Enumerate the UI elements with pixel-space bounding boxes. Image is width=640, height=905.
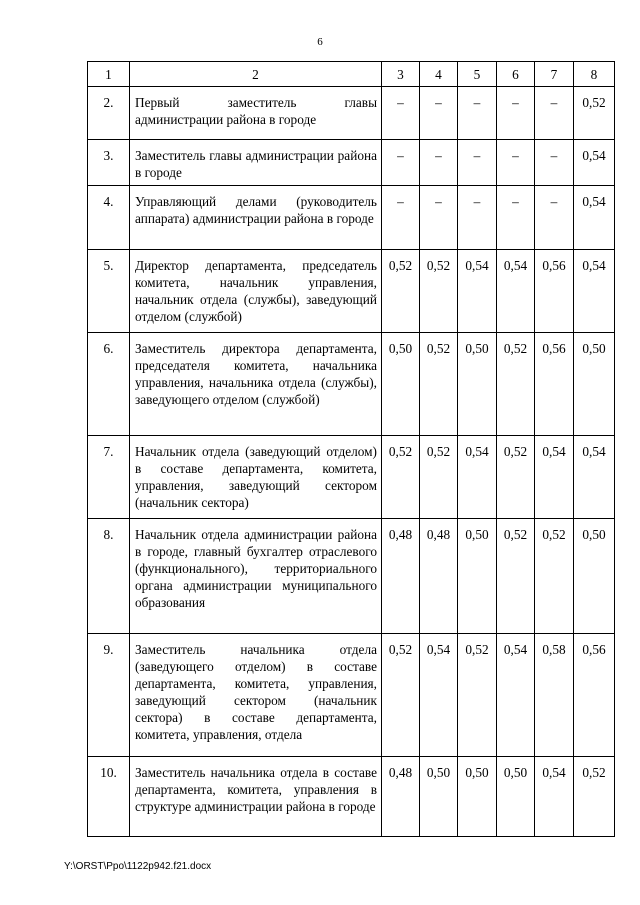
row-number: 3. [88, 140, 130, 186]
coefficient-cell: 0,56 [535, 250, 574, 333]
position-title: Заместитель начальника отдела (заведующего отделом) в составе департамента, комитета, управления, заведующий сектором (начальник сектора) в составе департамента, комитета, управления, отдела [130, 634, 382, 757]
table-row [88, 436, 615, 519]
coefficient-cell: 0,48 [382, 757, 420, 837]
position-title: Начальник отдела (заведующий отделом) в составе департамента, комитета, управления, заведующий сектором (начальник сектора) [130, 436, 382, 519]
coefficient-cell: 0,48 [382, 519, 420, 634]
coefficient-cell: 0,56 [535, 333, 574, 436]
table-row [88, 333, 615, 436]
coefficient-cell: – [497, 87, 535, 140]
coefficient-cell: – [458, 186, 497, 250]
table-row [88, 87, 615, 140]
coefficient-cell: – [497, 140, 535, 186]
position-title: Начальник отдела администрации района в городе, главный бухгалтер отраслевого (функционального), территориального органа администрации муниципального образования [130, 519, 382, 634]
coefficient-cell: 0,54 [535, 436, 574, 519]
coefficient-cell: 0,52 [574, 757, 615, 837]
coefficient-cell: – [535, 87, 574, 140]
coefficient-cell: 0,52 [497, 519, 535, 634]
row-number: 2. [88, 87, 130, 140]
coefficient-cell: 0,50 [458, 333, 497, 436]
coefficient-cell: 0,52 [420, 333, 458, 436]
coefficient-cell: 0,58 [535, 634, 574, 757]
row-number: 9. [88, 634, 130, 757]
coefficient-cell: 0,56 [574, 634, 615, 757]
table-row [88, 519, 615, 634]
position-title: Первый заместитель главы администрации района в городе [130, 87, 382, 140]
coefficient-cell: 0,50 [458, 757, 497, 837]
column-header: 4 [420, 62, 458, 87]
coefficient-cell: – [535, 186, 574, 250]
coefficient-cell: 0,52 [382, 634, 420, 757]
coefficient-cell: – [535, 140, 574, 186]
position-title: Заместитель главы администрации района в городе [130, 140, 382, 186]
page-number: 6 [317, 36, 323, 48]
coefficient-cell: – [382, 87, 420, 140]
position-title: Заместитель директора департамента, председателя комитета, начальника управления, начальника отдела (службы), заведующего отделом (службой) [130, 333, 382, 436]
coefficient-cell: – [420, 186, 458, 250]
row-number: 7. [88, 436, 130, 519]
row-number: 10. [88, 757, 130, 837]
column-header: 8 [574, 62, 615, 87]
column-header: 3 [382, 62, 420, 87]
column-header: 2 [130, 62, 382, 87]
coefficient-cell: – [458, 140, 497, 186]
file-path-footer: Y:\ORST\Ppo\1122p942.f21.docx [64, 861, 212, 872]
coefficients-table [87, 61, 615, 837]
coefficient-cell: 0,54 [535, 757, 574, 837]
position-title: Директор департамента, председатель комитета, начальник управления, начальник отдела (службы), заведующий отделом (службой) [130, 250, 382, 333]
coefficient-cell: 0,52 [497, 436, 535, 519]
coefficient-cell: 0,54 [574, 186, 615, 250]
table-row [88, 757, 615, 837]
table-row [88, 186, 615, 250]
coefficient-cell: – [420, 87, 458, 140]
coefficient-cell: 0,50 [382, 333, 420, 436]
coefficient-cell: 0,52 [420, 436, 458, 519]
coefficient-cell: 0,50 [497, 757, 535, 837]
row-number: 4. [88, 186, 130, 250]
row-number: 5. [88, 250, 130, 333]
coefficient-cell: 0,54 [574, 140, 615, 186]
table-header-row [88, 62, 615, 87]
column-header: 5 [458, 62, 497, 87]
coefficient-cell: 0,50 [458, 519, 497, 634]
coefficient-cell: 0,54 [497, 634, 535, 757]
coefficient-cell: – [420, 140, 458, 186]
column-header: 6 [497, 62, 535, 87]
coefficient-cell: – [458, 87, 497, 140]
column-header: 1 [88, 62, 130, 87]
position-title: Управляющий делами (руководитель аппарата) администрации района в городе [130, 186, 382, 250]
coefficient-cell: 0,52 [382, 436, 420, 519]
coefficient-cell: 0,52 [574, 87, 615, 140]
coefficient-cell: 0,52 [535, 519, 574, 634]
column-header: 7 [535, 62, 574, 87]
coefficient-cell: 0,52 [420, 250, 458, 333]
coefficient-cell: 0,54 [420, 634, 458, 757]
coefficient-cell: – [497, 186, 535, 250]
coefficient-cell: 0,50 [574, 333, 615, 436]
table-row [88, 250, 615, 333]
position-title: Заместитель начальника отдела в составе департамента, комитета, управления в структуре администрации района в городе [130, 757, 382, 837]
coefficient-cell: 0,54 [497, 250, 535, 333]
coefficient-cell: 0,52 [382, 250, 420, 333]
coefficient-cell: 0,54 [458, 250, 497, 333]
coefficient-cell: 0,52 [497, 333, 535, 436]
coefficient-cell: 0,54 [458, 436, 497, 519]
row-number: 8. [88, 519, 130, 634]
coefficient-cell: 0,54 [574, 250, 615, 333]
coefficient-cell: 0,50 [420, 757, 458, 837]
table-row [88, 634, 615, 757]
coefficient-cell: 0,50 [574, 519, 615, 634]
row-number: 6. [88, 333, 130, 436]
table-row [88, 140, 615, 186]
coefficient-cell: 0,54 [574, 436, 615, 519]
coefficient-cell: – [382, 186, 420, 250]
coefficient-cell: – [382, 140, 420, 186]
coefficient-cell: 0,48 [420, 519, 458, 634]
coefficient-cell: 0,52 [458, 634, 497, 757]
